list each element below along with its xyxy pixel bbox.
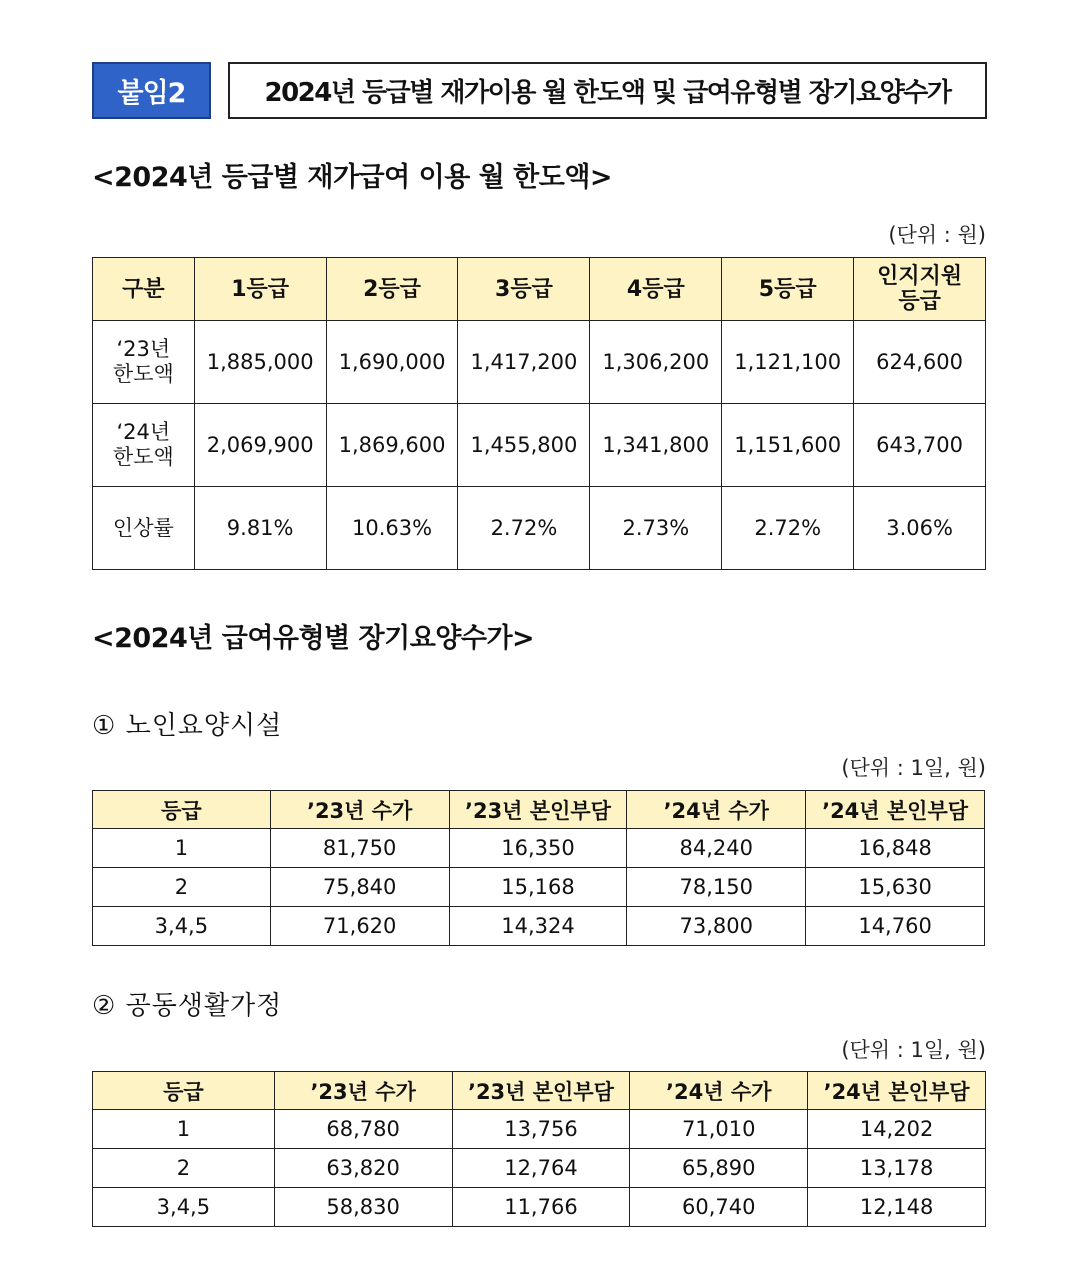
table-cell: 65,890	[630, 1149, 808, 1188]
attachment-badge: 붙임2	[92, 62, 211, 119]
document-title: 2024년 등급별 재가이용 월 한도액 및 급여유형별 장기요양수가	[228, 62, 987, 119]
column-header: 3등급	[458, 258, 590, 321]
table-row	[93, 1110, 986, 1149]
table-cell: 71,010	[630, 1110, 808, 1149]
table-row	[93, 1149, 986, 1188]
column-header: ’23년 수가	[274, 1072, 452, 1110]
table-cell: 1,869,600	[326, 404, 458, 487]
table-cell: 1,306,200	[590, 321, 722, 404]
section2-title: <2024년 급여유형별 장기요양수가>	[92, 623, 535, 654]
table-row	[93, 868, 985, 907]
grade-cell: 2	[93, 1149, 275, 1188]
table-cell: 2.72%	[458, 487, 590, 570]
table-cell: 2,069,900	[194, 404, 326, 487]
table-header-row	[93, 258, 986, 321]
facility-unit: (단위 : 1일, 원)	[841, 756, 986, 780]
column-header: ’24년 수가	[627, 791, 806, 829]
table-cell: 1,341,800	[590, 404, 722, 487]
table-cell: 10.63%	[326, 487, 458, 570]
table-cell: 75,840	[270, 868, 449, 907]
column-header: 2등급	[326, 258, 458, 321]
table-cell: 1,885,000	[194, 321, 326, 404]
table-cell: 15,168	[449, 868, 627, 907]
grade-cell: 3,4,5	[93, 1188, 275, 1227]
table-cell: 1,151,600	[722, 404, 854, 487]
grade-cell: 1	[93, 829, 271, 868]
row-label: 인상률	[93, 487, 195, 570]
table-cell: 13,178	[808, 1149, 986, 1188]
table-cell: 643,700	[854, 404, 986, 487]
column-header: 4등급	[590, 258, 722, 321]
table-row	[93, 487, 986, 570]
group-home-subtitle: ② 공동생활가정	[92, 991, 283, 1021]
column-header: 1등급	[194, 258, 326, 321]
table-cell: 73,800	[627, 907, 806, 946]
table-cell: 63,820	[274, 1149, 452, 1188]
table-cell: 58,830	[274, 1188, 452, 1227]
column-header: ’24년 수가	[630, 1072, 808, 1110]
column-header: ’23년 본인부담	[449, 791, 627, 829]
table-cell: 3.06%	[854, 487, 986, 570]
column-header: ’23년 본인부담	[452, 1072, 630, 1110]
table-cell: 16,350	[449, 829, 627, 868]
table-row	[93, 321, 986, 404]
table-cell: 1,690,000	[326, 321, 458, 404]
table-row	[93, 829, 985, 868]
table-cell: 14,324	[449, 907, 627, 946]
table-cell: 1,121,100	[722, 321, 854, 404]
column-header: ’23년 수가	[270, 791, 449, 829]
table-cell: 16,848	[806, 829, 985, 868]
table-cell: 14,760	[806, 907, 985, 946]
table-cell: 78,150	[627, 868, 806, 907]
grade-cell: 3,4,5	[93, 907, 271, 946]
table-cell: 60,740	[630, 1188, 808, 1227]
table-row	[93, 404, 986, 487]
table-cell: 12,148	[808, 1188, 986, 1227]
table-cell: 2.73%	[590, 487, 722, 570]
table-cell: 12,764	[452, 1149, 630, 1188]
group-home-fee-table	[92, 1071, 986, 1227]
table-row	[93, 1188, 986, 1227]
row-label: ‘24년 한도액	[93, 404, 195, 487]
column-header: 등급	[93, 1072, 275, 1110]
grade-cell: 1	[93, 1110, 275, 1149]
grade-cell: 2	[93, 868, 271, 907]
table-cell: 68,780	[274, 1110, 452, 1149]
table-cell: 14,202	[808, 1110, 986, 1149]
column-header: ’24년 본인부담	[808, 1072, 986, 1110]
section1-title: <2024년 등급별 재가급여 이용 월 한도액>	[92, 162, 613, 193]
table-cell: 2.72%	[722, 487, 854, 570]
column-header: 등급	[93, 791, 271, 829]
row-label: ‘23년 한도액	[93, 321, 195, 404]
column-header: 인지지원 등급	[854, 258, 986, 321]
group-home-unit: (단위 : 1일, 원)	[841, 1038, 986, 1062]
column-header: ’24년 본인부담	[806, 791, 985, 829]
table-cell: 9.81%	[194, 487, 326, 570]
table-header-row	[93, 791, 985, 829]
table-cell: 1,455,800	[458, 404, 590, 487]
facility-fee-table	[92, 790, 985, 946]
table-header-row	[93, 1072, 986, 1110]
table-cell: 11,766	[452, 1188, 630, 1227]
section1-unit: (단위 : 원)	[888, 223, 986, 247]
table-cell: 624,600	[854, 321, 986, 404]
facility-subtitle: ① 노인요양시설	[92, 711, 283, 741]
column-header: 5등급	[722, 258, 854, 321]
table-cell: 84,240	[627, 829, 806, 868]
table-cell: 81,750	[270, 829, 449, 868]
document-header	[92, 62, 987, 119]
table-cell: 71,620	[270, 907, 449, 946]
table-cell: 1,417,200	[458, 321, 590, 404]
table-row	[93, 907, 985, 946]
column-header: 구분	[93, 258, 195, 321]
monthly-limit-table	[92, 257, 986, 570]
table-cell: 13,756	[452, 1110, 630, 1149]
table-cell: 15,630	[806, 868, 985, 907]
